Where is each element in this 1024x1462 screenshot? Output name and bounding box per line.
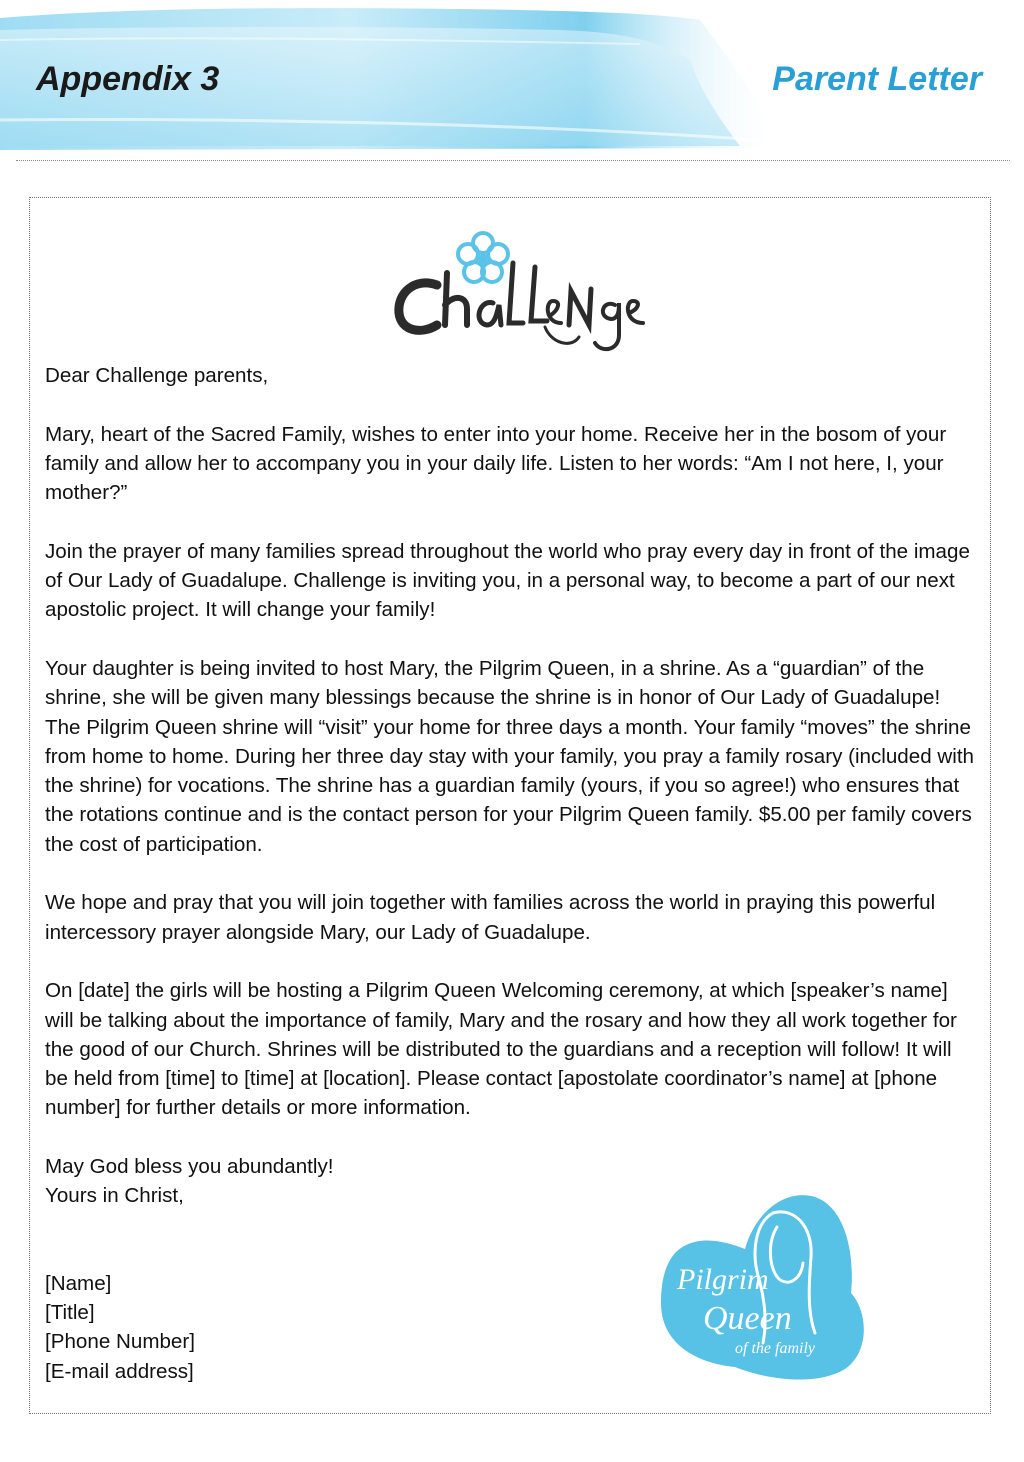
paragraph-hope: We hope and pray that you will join together with families across the world in praying this powerful intercessory prayer alongside Mary, our Lady of Guadalupe.: [45, 891, 936, 944]
appendix-title: Appendix 3: [36, 60, 220, 98]
signature-name: [Name]: [45, 1271, 112, 1295]
pq-logo-line2: Queen: [703, 1300, 792, 1337]
header-divider: [16, 160, 1010, 161]
paragraph-shrine: Your daughter is being invited to host Mary, the Pilgrim Queen, in a shrine. As a “guardian” of the shrine, she will be given many blessings because the shrine is in honor of Our Lady of Guadalupe! The Pilgrim Queen shrine will “visit” your home for three days a month. Your family “moves” the shrine from home to home. During her three day stay with your family, you pray a family rosary (included with the shrine) for vocations. The shrine has a guardian family (yours, if you so agree!) who ensures that the rotations continue and is the contact person for your Pilgrim Queen family. $5.00 per family covers the cost of participation.: [45, 656, 975, 856]
letter-frame: [29, 197, 991, 1414]
flower-icon: [458, 233, 508, 282]
pilgrim-queen-logo-graphic: [655, 1183, 870, 1388]
closing-yours: Yours in Christ,: [45, 1184, 184, 1208]
signature-email: [E-mail address]: [45, 1359, 194, 1383]
paragraph-invitation: Mary, heart of the Sacred Family, wishes to enter into your home. Receive her in the bosom of your family and allow her to accompany you in your daily life. Listen to her words: “Am I not here, I, your mother?”: [45, 422, 947, 505]
pilgrim-queen-logo: [655, 1183, 870, 1388]
signature-phone: [Phone Number]: [45, 1330, 195, 1354]
challenge-logo: [375, 213, 665, 363]
pq-logo-line1: Pilgrim: [677, 1263, 769, 1296]
header-banner: [0, 0, 1024, 160]
pq-logo-line3: of the family: [735, 1340, 815, 1357]
salutation: Dear Challenge parents,: [45, 364, 269, 387]
challenge-logo-graphic: [375, 213, 665, 363]
closing-blessing: May God bless you abundantly!: [45, 1155, 334, 1179]
signature-title: [Title]: [45, 1300, 95, 1324]
paragraph-event: On [date] the girls will be hosting a Pilgrim Queen Welcoming ceremony, at which [speaker’s name] will be talking about the importance of family, Mary and the rosary and how they all work together for the good of our Church. Shrines will be distributed to the guardians and a reception will follow! It will be held from [time] to [time] at [location]. Please contact [apostolate coordinator’s name] at [phone number] for further details or more information.: [45, 979, 957, 1120]
section-title: Parent Letter: [772, 60, 982, 98]
paragraph-prayer: Join the prayer of many families spread throughout the world who pray every day in front of the image of Our Lady of Guadalupe. Challenge is inviting you, in a personal way, to become a part of our next apostolic project. It will change your family!: [45, 539, 970, 622]
